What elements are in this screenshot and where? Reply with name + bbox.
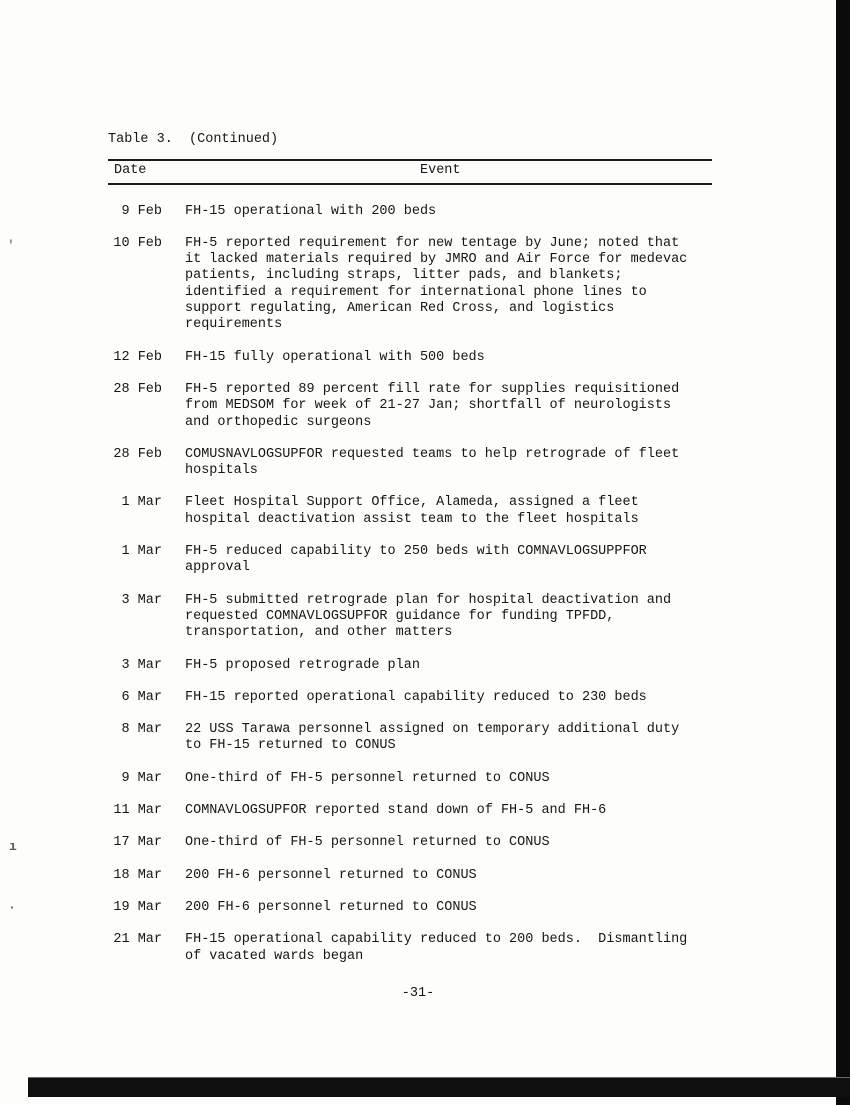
date-cell: 6 Mar [121,689,162,705]
table-row [108,593,712,642]
table-row [108,868,712,884]
table-row [108,495,712,528]
table-title: Table 3. (Continued) [108,132,279,147]
date-cell: 11 Mar [113,803,162,819]
date-cell: 1 Mar [121,544,162,560]
event-cell: FH-5 reported requirement for new tentage by June; noted that it lacked materials required by JMRO and Air Force for medevac patients, including straps, litter pads, and blankets; identified a requirement for international phone lines to support regulating, American Red Cross, and logistics requirements [185,235,696,333]
column-header-event: Event [420,163,461,179]
date-cell: 18 Mar [113,867,162,883]
table-row [108,236,712,334]
table-body [108,204,712,965]
event-cell: 200 FH-6 personnel returned to CONUS [185,899,477,915]
table-row [108,722,712,755]
scan-edge-right [836,0,850,1105]
event-cell: 200 FH-6 personnel returned to CONUS [185,867,477,883]
page-number: -31- [401,986,435,1001]
event-cell: 22 USS Tarawa personnel assigned on temporary additional duty to FH-15 returned to CONUS [185,722,688,754]
date-cell: 1 Mar [121,495,162,511]
event-cell: FH-5 submitted retrograde plan for hospital deactivation and requested COMNAVLOGSUPFOR guidance for funding TPFDD, transportation, and other matters [185,592,680,641]
table-row [108,658,712,674]
date-cell: 19 Mar [113,899,162,915]
date-cell: 12 Feb [113,349,162,365]
scan-edge-bottom [28,1078,850,1097]
table-row [108,447,712,480]
scan-artifact: ' [7,238,15,253]
table-continued [108,132,712,981]
event-cell: FH-5 reduced capability to 250 beds with COMNAVLOGSUPPFOR approval [185,544,655,576]
table-row [108,932,712,965]
scan-artifact: ı [9,839,17,854]
event-cell: COMUSNAVLOGSUPFOR requested teams to help retrograde of fleet hospitals [185,446,688,479]
table-row [108,771,712,787]
date-cell: 9 Feb [121,203,162,219]
scan-artifact: · [8,900,16,915]
date-cell: 17 Mar [113,835,162,851]
date-cell: 3 Mar [121,657,162,673]
date-cell: 3 Mar [121,592,162,608]
table-row [108,382,712,431]
event-cell: Fleet Hospital Support Office, Alameda, assigned a fleet hospital deactivation assist team to the fleet hospitals [185,495,647,527]
column-header-date: Date [114,163,147,179]
date-cell: 9 Mar [121,770,162,786]
table-row [108,803,712,819]
event-cell: FH-15 operational capability reduced to 200 beds. Dismantling of vacated wards began [185,932,696,964]
table-row [108,690,712,706]
table-row [108,544,712,577]
date-cell: 21 Mar [113,932,162,948]
date-cell: 10 Feb [113,235,162,251]
event-cell: One-third of FH-5 personnel returned to CONUS [185,835,550,851]
table-header [108,159,712,184]
event-cell: FH-15 reported operational capability reduced to 230 beds [185,689,647,705]
table-row [108,350,712,366]
event-cell: FH-5 reported 89 percent fill rate for supplies requisitioned from MEDSOM for week of 21-27 Jan; shortfall of neurologists and orthopedic surgeons [185,381,688,430]
date-cell: 28 Feb [113,381,162,397]
table-row [108,204,712,220]
event-cell: FH-5 proposed retrograde plan [185,657,420,673]
event-cell: COMNAVLOGSUPFOR reported stand down of FH-5 and FH-6 [185,803,607,819]
table-row [108,835,712,851]
event-cell: One-third of FH-5 personnel returned to CONUS [185,770,550,786]
date-cell: 8 Mar [121,722,162,738]
event-cell: FH-15 operational with 200 beds [185,203,437,219]
table-row [108,900,712,916]
date-cell: 28 Feb [113,446,162,462]
event-cell: FH-15 fully operational with 500 beds [185,349,485,365]
